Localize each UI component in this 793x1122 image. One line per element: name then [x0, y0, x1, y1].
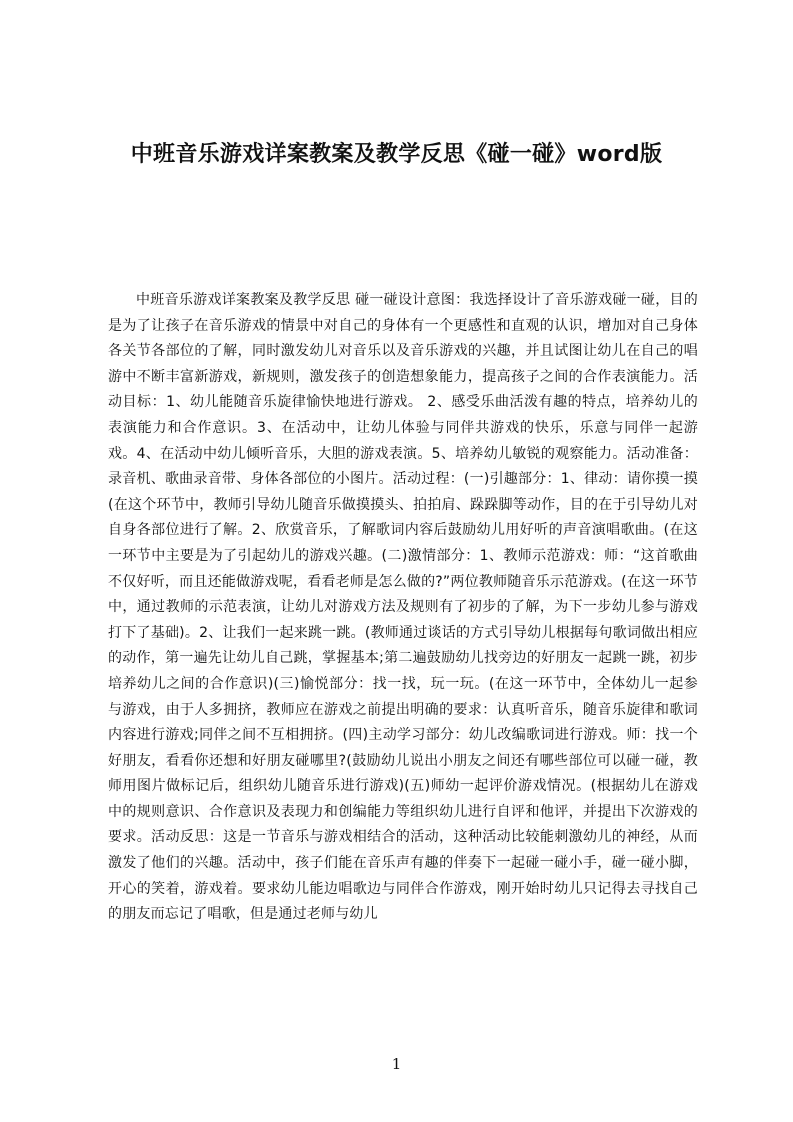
body-paragraph: 中班音乐游戏详案教案及教学反思 碰一碰设计意图：我选择设计了音乐游戏碰一碰，目的是为了让孩子在音乐游戏的情景中对自己的身体有一个更感性和直观的认识，增加对自己身体各关节各部位的了解，同时激发幼儿对音乐以及音乐游戏的兴趣，并且试图让幼儿在自己的唱游中不断丰富新游戏，新规则，激发孩子的创造想象能力，提高孩子之间的合作表演能力。活动目标：1、幼儿能随音乐旋律愉快地进行游戏。 2、感受乐曲活泼有趣的特点，培养幼儿的表演能力和合作意识。3、在活动中，让幼儿体验与同伴共游戏的快乐，乐意与同伴一起游戏。4、在活动中幼儿倾听音乐，大胆的游戏表演。5、培养幼儿敏锐的观察能力。活动准备：录音机、歌曲录音带、身体各部位的小图片。活动过程：(一)引趣部分：1、律动：请你摸一摸(在这个环节中，教师引导幼儿随音乐做摸摸头、拍拍肩、跺跺脚等动作，目的在于引导幼儿对自身各部位进行了解。2、欣赏音乐，了解歌词内容后鼓励幼儿用好听的声音演唱歌曲。(在这一环节中主要是为了引起幼儿的游戏兴趣。(二)激情部分：1、教师示范游戏：师：“这首歌曲不仅好听，而且还能做游戏呢，看看老师是怎么做的?”两位教师随音乐示范游戏。(在这一环节中，通过教师的示范表演，让幼儿对游戏方法及规则有了初步的了解，为下一步幼儿参与游戏打下了基础)。2、让我们一起来跳一跳。(教师通过谈话的方式引导幼儿根据每句歌词做出相应的动作，第一遍先让幼儿自己跳，掌握基本;第二遍鼓励幼儿找旁边的好朋友一起跳一跳，初步培养幼儿之间的合作意识)(三)愉悦部分：找一找，玩一玩。(在这一环节中，全体幼儿一起参与游戏，由于人多拥挤，教师应在游戏之前提出明确的要求：认真听音乐，随音乐旋律和歌词内容进行游戏;同伴之间不互相拥挤。(四)主动学习部分：幼儿改编歌词进行游戏。师：找一个好朋友，看看你还想和好朋友碰哪里?(鼓励幼儿说出小朋友之间还有哪些部位可以碰一碰，教师用图片做标记后，组织幼儿随音乐进行游戏)(五)师幼一起评价游戏情况。(根据幼儿在游戏中的规则意识、合作意识及表现力和创编能力等组织幼儿进行自评和他评，并提出下次游戏的要求。活动反思：这是一节音乐与游戏相结合的活动，这种活动比较能刺激幼儿的神经，从而激发了他们的兴趣。活动中，孩子们能在音乐声有趣的伴奏下一起碰一碰小手，碰一碰小脚，开心的笑着，游戏着。要求幼儿能边唱歌边与同伴合作游戏，刚开始时幼儿只记得去寻找自己的朋友而忘记了唱歌，但是通过老师与幼儿 — [108, 292, 698, 923]
page-title: 中班音乐游戏详案教案及教学反思《碰一碰》word版 — [130, 142, 663, 167]
page-number: 1 — [391, 1055, 402, 1073]
